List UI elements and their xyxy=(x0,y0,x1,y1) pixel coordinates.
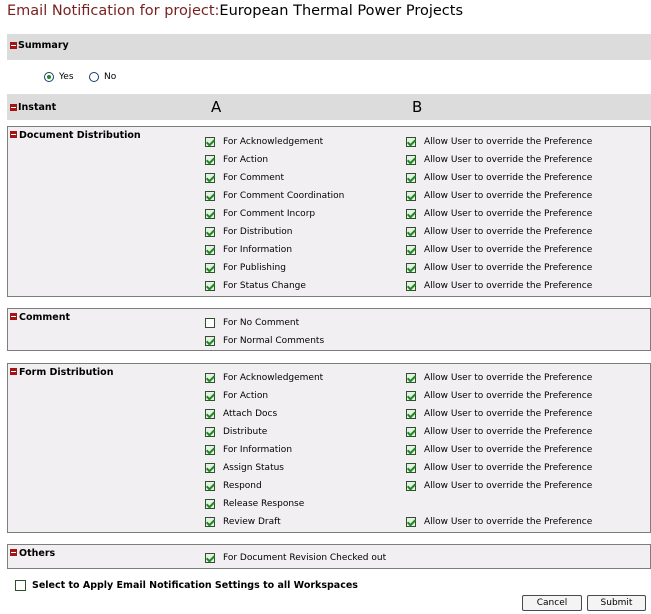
notify-checkbox[interactable] xyxy=(205,155,215,165)
notify-label: Assign Status xyxy=(223,463,284,473)
comment-title xyxy=(10,312,70,323)
option-row-a[interactable] xyxy=(205,443,292,457)
notify-checkbox[interactable] xyxy=(205,263,215,273)
notify-label: For Comment Coordination xyxy=(223,191,345,201)
notify-label: For Normal Comments xyxy=(223,336,325,346)
notify-checkbox[interactable] xyxy=(205,209,215,219)
notify-checkbox[interactable] xyxy=(205,173,215,183)
notify-label: Attach Docs xyxy=(223,409,278,419)
option-row-a[interactable] xyxy=(205,334,324,348)
option-row-a[interactable] xyxy=(205,135,323,149)
notify-label: For Action xyxy=(223,391,269,401)
override-checkbox[interactable] xyxy=(406,137,416,147)
project-name: European Thermal Power Projects xyxy=(219,3,464,19)
collapse-form-distribution-icon[interactable] xyxy=(10,368,17,375)
notify-checkbox[interactable] xyxy=(205,318,215,328)
option-row-b[interactable] xyxy=(406,153,592,167)
override-label: Allow User to override the Preference xyxy=(424,263,593,273)
notify-label: For Information xyxy=(223,445,293,455)
others-section xyxy=(7,544,651,569)
option-row-b[interactable] xyxy=(406,371,592,385)
override-label: Allow User to override the Preference xyxy=(424,427,593,437)
collapse-summary-icon[interactable] xyxy=(10,42,17,49)
cancel-button[interactable]: Cancel xyxy=(522,595,582,611)
option-row-b[interactable] xyxy=(406,243,592,257)
option-row-a[interactable] xyxy=(205,225,292,239)
option-row-b[interactable] xyxy=(406,515,592,529)
notify-checkbox[interactable] xyxy=(205,481,215,491)
option-row-b[interactable] xyxy=(406,425,592,439)
override-label: Allow User to override the Preference xyxy=(424,481,593,491)
option-row-b[interactable] xyxy=(406,407,592,421)
override-label: Allow User to override the Preference xyxy=(424,227,593,237)
option-row-a[interactable] xyxy=(205,389,268,403)
override-label: Allow User to override the Preference xyxy=(424,155,593,165)
option-row-a[interactable] xyxy=(205,497,304,511)
notify-label: For Action xyxy=(223,155,269,165)
override-checkbox[interactable] xyxy=(406,281,416,291)
option-row-b[interactable] xyxy=(406,171,592,185)
override-label: Allow User to override the Preference xyxy=(424,191,593,201)
notify-checkbox[interactable] xyxy=(205,137,215,147)
notify-label: For No Comment xyxy=(223,318,300,328)
override-checkbox[interactable] xyxy=(406,373,416,383)
override-checkbox[interactable] xyxy=(406,409,416,419)
override-checkbox[interactable] xyxy=(406,463,416,473)
collapse-comment-icon[interactable] xyxy=(10,313,17,320)
option-row-b[interactable] xyxy=(406,479,592,493)
summary-option-no[interactable] xyxy=(89,70,116,84)
option-row-b[interactable] xyxy=(406,189,592,203)
option-row-a[interactable] xyxy=(205,279,306,293)
option-row-a[interactable] xyxy=(205,371,323,385)
option-row-a[interactable] xyxy=(205,207,315,221)
notify-checkbox[interactable] xyxy=(205,191,215,201)
option-row-a[interactable] xyxy=(205,479,262,493)
notify-label: For Acknowledgement xyxy=(223,373,324,383)
notify-label: For Document Revision Checked out xyxy=(223,553,387,563)
option-row-a[interactable] xyxy=(205,171,284,185)
notify-checkbox[interactable] xyxy=(205,373,215,383)
option-row-b[interactable] xyxy=(406,135,592,149)
notify-checkbox[interactable] xyxy=(205,391,215,401)
override-label: Allow User to override the Preference xyxy=(424,373,593,383)
notify-checkbox[interactable] xyxy=(205,427,215,437)
notify-label: Distribute xyxy=(223,427,268,437)
override-checkbox[interactable] xyxy=(406,481,416,491)
override-label: Allow User to override the Preference xyxy=(424,137,593,147)
submit-button[interactable]: Submit xyxy=(587,595,646,611)
others-title xyxy=(10,548,55,559)
override-label: Allow User to override the Preference xyxy=(424,245,593,255)
override-label: Allow User to override the Preference xyxy=(424,517,593,527)
option-row-b[interactable] xyxy=(406,389,592,403)
summary-no-radio[interactable] xyxy=(89,72,99,82)
collapse-instant-icon[interactable] xyxy=(10,104,17,111)
form-distribution-section xyxy=(7,363,651,533)
notify-label: Release Response xyxy=(223,499,305,509)
form-distribution-title xyxy=(10,367,113,378)
notify-label: For Information xyxy=(223,245,293,255)
override-label: Allow User to override the Preference xyxy=(424,281,593,291)
notify-label: For Publishing xyxy=(223,263,286,273)
apply-all-workspaces-label: Select to Apply Email Notification Settings to all Workspaces xyxy=(32,580,358,591)
option-row-b[interactable] xyxy=(406,461,592,475)
comment-section xyxy=(7,308,651,351)
override-checkbox[interactable] xyxy=(406,445,416,455)
summary-header xyxy=(7,34,651,60)
override-label: Allow User to override the Preference xyxy=(424,209,593,219)
notify-checkbox[interactable] xyxy=(205,336,215,346)
form-distribution-label: Form Distribution xyxy=(19,367,114,378)
apply-all-workspaces-checkbox[interactable] xyxy=(15,580,26,591)
override-checkbox[interactable] xyxy=(406,263,416,273)
column-a-header: A xyxy=(211,98,222,116)
others-label: Others xyxy=(19,548,56,559)
override-checkbox[interactable] xyxy=(406,391,416,401)
notify-checkbox[interactable] xyxy=(205,245,215,255)
override-label: Allow User to override the Preference xyxy=(424,445,593,455)
override-checkbox[interactable] xyxy=(406,209,416,219)
override-checkbox[interactable] xyxy=(406,173,416,183)
comment-label: Comment xyxy=(19,312,71,323)
collapse-others-icon[interactable] xyxy=(10,549,17,556)
notify-checkbox[interactable] xyxy=(205,409,215,419)
notify-checkbox[interactable] xyxy=(205,227,215,237)
summary-label: Summary xyxy=(18,40,69,51)
instant-label: Instant xyxy=(18,102,57,113)
option-row-a[interactable] xyxy=(205,461,284,475)
option-row-a[interactable] xyxy=(205,243,292,257)
collapse-document-distribution-icon[interactable] xyxy=(10,131,17,138)
option-row-a[interactable] xyxy=(205,551,386,565)
summary-yes-radio[interactable] xyxy=(44,72,54,82)
override-label: Allow User to override the Preference xyxy=(424,463,593,473)
option-row-a[interactable] xyxy=(205,425,267,439)
override-checkbox[interactable] xyxy=(406,155,416,165)
instant-header xyxy=(7,94,651,120)
notify-label: For Comment Incorp xyxy=(223,209,316,219)
override-label: Allow User to override the Preference xyxy=(424,391,593,401)
override-checkbox[interactable] xyxy=(406,245,416,255)
document-distribution-label: Document Distribution xyxy=(19,130,141,141)
notify-label: Respond xyxy=(223,481,262,491)
option-row-b[interactable] xyxy=(406,261,592,275)
summary-yes-label: Yes xyxy=(59,72,74,82)
summary-option-yes[interactable] xyxy=(44,70,74,84)
notify-label: For Acknowledgement xyxy=(223,137,324,147)
option-row-a[interactable] xyxy=(205,515,281,529)
notify-label: Review Draft xyxy=(223,517,281,527)
page-title xyxy=(7,3,463,19)
notify-label: For Distribution xyxy=(223,227,293,237)
option-row-a[interactable] xyxy=(205,153,268,167)
option-row-b[interactable] xyxy=(406,279,592,293)
override-checkbox[interactable] xyxy=(406,517,416,527)
apply-all-workspaces-row[interactable] xyxy=(15,580,358,591)
page-title-prefix: Email Notification for project: xyxy=(7,3,220,19)
notify-checkbox[interactable] xyxy=(205,463,215,473)
document-distribution-title xyxy=(10,130,141,141)
notify-checkbox[interactable] xyxy=(205,281,215,291)
option-row-a[interactable] xyxy=(205,316,299,330)
notify-checkbox[interactable] xyxy=(205,445,215,455)
notify-label: For Comment xyxy=(223,173,285,183)
override-checkbox[interactable] xyxy=(406,227,416,237)
notify-checkbox[interactable] xyxy=(205,499,215,509)
notify-checkbox[interactable] xyxy=(205,553,215,563)
override-checkbox[interactable] xyxy=(406,191,416,201)
notify-checkbox[interactable] xyxy=(205,517,215,527)
option-row-a[interactable] xyxy=(205,261,286,275)
column-b-header: B xyxy=(412,98,423,116)
override-label: Allow User to override the Preference xyxy=(424,173,593,183)
override-checkbox[interactable] xyxy=(406,427,416,437)
document-distribution-section xyxy=(7,126,651,297)
option-row-a[interactable] xyxy=(205,407,277,421)
option-row-b[interactable] xyxy=(406,225,592,239)
override-label: Allow User to override the Preference xyxy=(424,409,593,419)
option-row-b[interactable] xyxy=(406,443,592,457)
option-row-b[interactable] xyxy=(406,207,592,221)
notify-label: For Status Change xyxy=(223,281,306,291)
summary-no-label: No xyxy=(104,72,117,82)
option-row-a[interactable] xyxy=(205,189,344,203)
